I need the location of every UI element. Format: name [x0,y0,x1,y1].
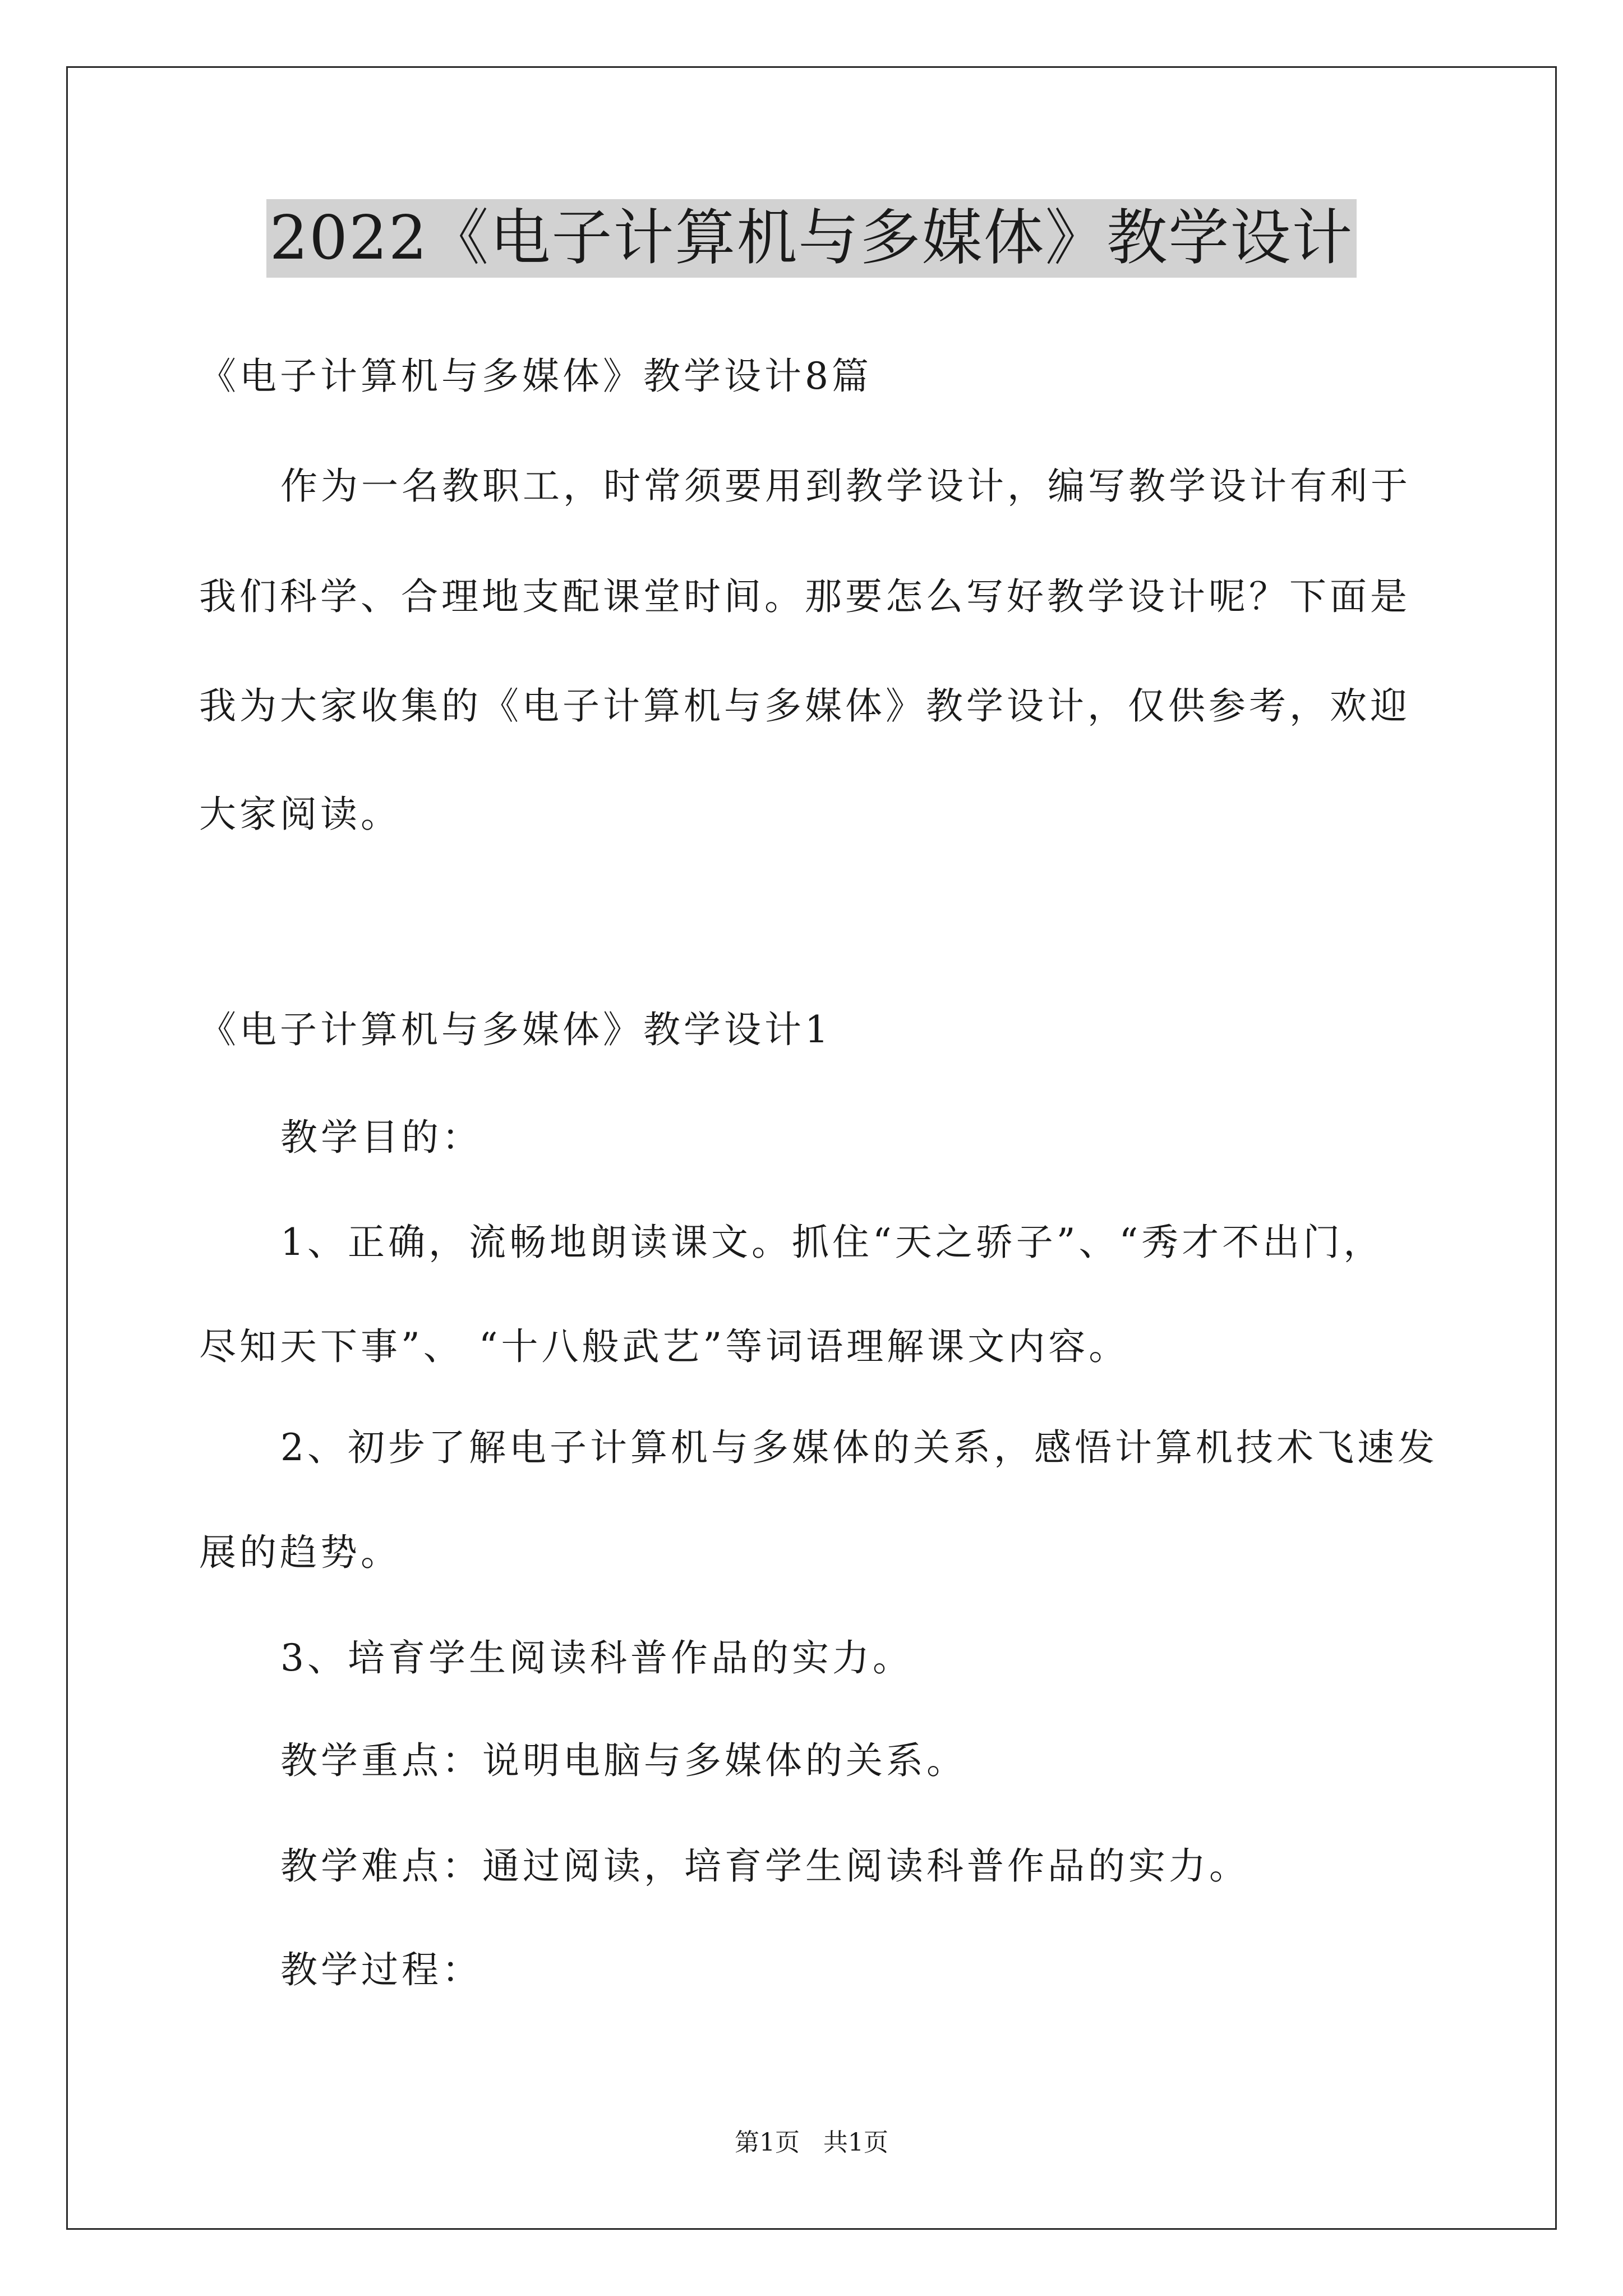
objectives-label: 教学目的： [280,1116,482,1159]
title-container [0,199,1623,278]
section-heading: 《电子计算机与多媒体》教学设计1 [199,1008,832,1051]
intro-line-4: 大家阅读。 [199,793,401,836]
intro-line-3: 我为大家收集的《电子计算机与多媒体》教学设计，仅供参考，欢迎 [199,684,1410,728]
page-footer: 第1页 共1页 [735,2128,888,2157]
objective-2-line-2: 展的趋势。 [199,1531,401,1574]
intro-line-2: 我们科学、合理地支配课堂时间。那要怎么写好教学设计呢？下面是 [199,575,1410,618]
objective-1-line-1: 1、正确，流畅地朗读课文。抓住“天之骄子”、“秀才不出门， [280,1221,1384,1264]
objective-2-line-1: 2、初步了解电子计算机与多媒体的关系，感悟计算机技术飞速发 [280,1426,1438,1469]
intro-line-1: 作为一名教职工，时常须要用到教学设计，编写教学设计有利于 [280,464,1411,508]
process-label: 教学过程： [280,1948,482,1991]
key-point: 教学重点：说明电脑与多媒体的关系。 [280,1739,967,1782]
difficulty: 教学难点：通过阅读，培育学生阅读科普作品的实力。 [280,1844,1249,1888]
objective-3: 3、培育学生阅读科普作品的实力。 [280,1636,913,1680]
document-subtitle: 《电子计算机与多媒体》教学设计8篇 [199,355,872,398]
objective-1-line-2: 尽知天下事”、 “十八般武艺”等词语理解课文内容。 [199,1325,1129,1368]
document-title: 2022《电子计算机与多媒体》教学设计 [266,199,1357,278]
